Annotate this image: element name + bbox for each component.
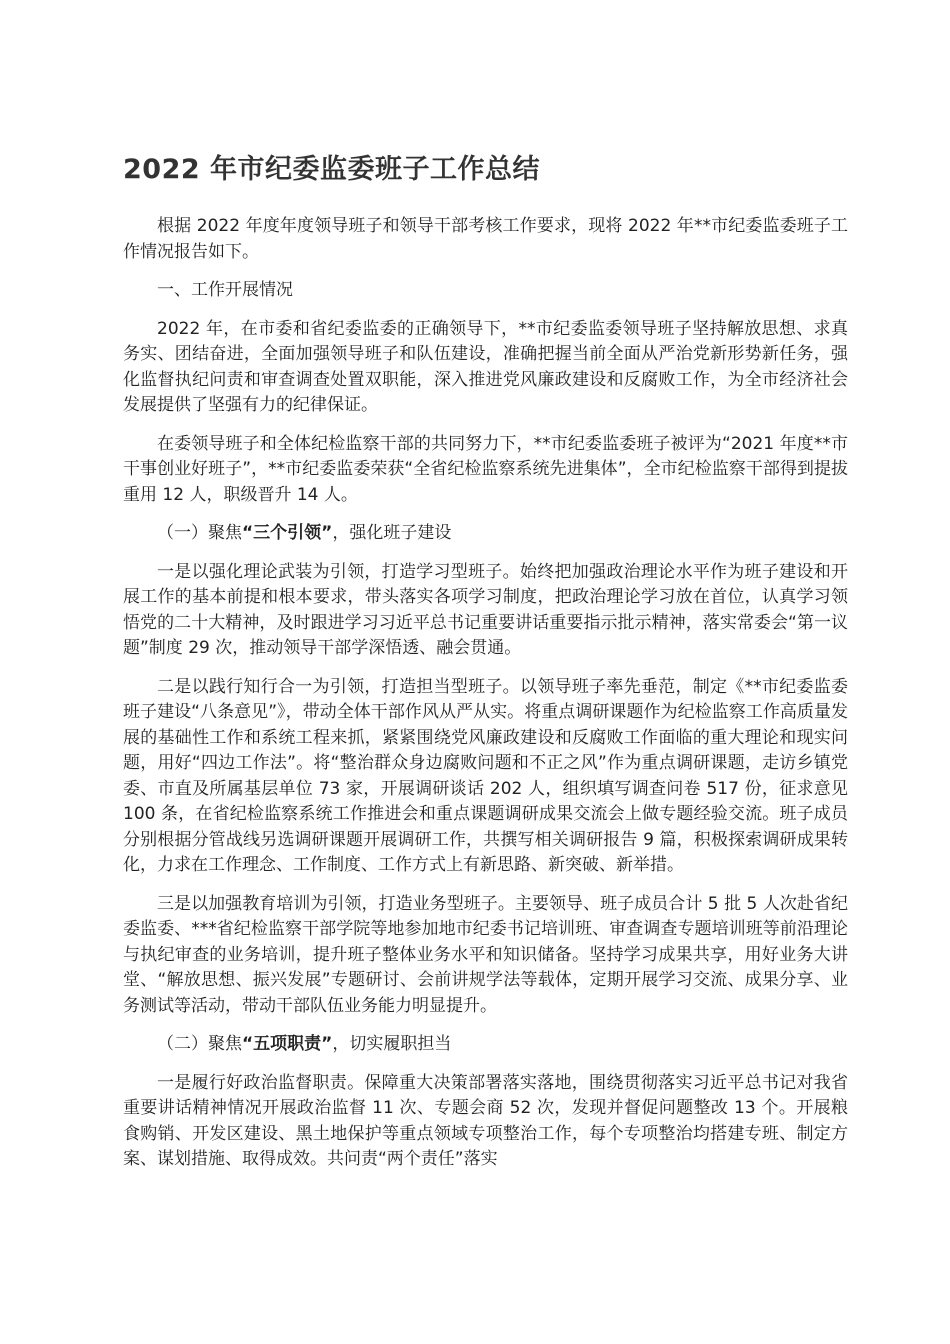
sub-heading-1 xyxy=(123,521,848,547)
sub-heading-2-suffix: ，切实履职担当 xyxy=(332,1034,452,1054)
sub-heading-2-prefix: （二）聚焦 xyxy=(157,1034,242,1054)
paragraph-2: 在委领导班子和全体纪检监察干部的共同努力下，**市纪委监委班子被评为“2021 年度**市干事创业好班子”，**市纪委监委荣获“全省纪检监察系统先进集体”，全市纪检监察干部得到提拔重用 12 人，职级晋升 14 人。 xyxy=(123,433,848,505)
paragraph-3: 一是以强化理论武装为引领，打造学习型班子。始终把加强政治理论水平作为班子建设和开展工作的基本前提和根本要求，带头落实各项学习制度，把政治理论学习放在首位，认真学习领悟党的二十大精神，及时跟进学习习近平总书记重要讲话重要指示批示精神，落实常委会“第一议题”制度 29 次，推动领导干部学深悟透、融会贯通。 xyxy=(123,561,848,658)
paragraph-4: 二是以践行知行合一为引领，打造担当型班子。以领导班子率先垂范，制定《**市纪委监委班子建设“八条意见”》，带动全体干部作风从严从实。将重点调研课题作为纪检监察工作高质量发展的基础性工作和系统工程来抓，紧紧围绕党风廉政建设和反腐败工作面临的重大理论和现实问题，用好“四边工作法”。将“整治群众身边腐败问题和不正之风”作为重点调研课题，走访乡镇党委、市直及所属基层单位 73 家，开展调研谈话 202 人，组织填写调查问卷 517 份，征求意见 100 条，在省纪检监察系统工作推进会和重点课题调研成果交流会上做专题经验交流。班子成员分别根据分管战线另选调研课题开展调研工作，共撰写相关调研报告 9 篇，积极探索调研成果转化，力求在工作理念、工作制度、工作方式上有新思路、新突破、新举措。 xyxy=(123,676,848,875)
sub-heading-2-quote: “五项职责” xyxy=(242,1034,333,1054)
document-page xyxy=(123,150,848,1186)
section-heading-1: 一、工作开展情况 xyxy=(157,280,293,300)
document-title: 2022 年市纪委监委班子工作总结 xyxy=(123,154,541,185)
sub-heading-2 xyxy=(123,1032,848,1058)
sub-heading-1-quote: “三个引领” xyxy=(242,523,333,543)
sub-heading-1-suffix: ，强化班子建设 xyxy=(332,523,452,543)
paragraph-5: 三是以加强教育培训为引领，打造业务型班子。主要领导、班子成员合计 5 批 5 人次赴省纪委监委、***省纪检监察干部学院等地参加地市纪委书记培训班、审查调查专题培训班等前沿理论与执纪审查的业务培训，提升班子整体业务水平和知识储备。坚持学习成果共享，用好业务大讲堂、“解放思想、振兴发展”专题研讨、会前讲规学法等载体，定期开展学习交流、成果分享、业务测试等活动，带动干部队伍业务能力明显提升。 xyxy=(123,893,848,1016)
sub-heading-1-prefix: （一）聚焦 xyxy=(157,523,242,543)
paragraph-1: 2022 年，在市委和省纪委监委的正确领导下，**市纪委监委领导班子坚持解放思想、求真务实、团结奋进，全面加强领导班子和队伍建设，准确把握当前全面从严治党新形势新任务，强化监督执纪问责和审查调查处置双职能，深入推进党风廉政建设和反腐败工作，为全市经济社会发展提供了坚强有力的纪律保证。 xyxy=(123,318,848,415)
paragraph-6: 一是履行好政治监督职责。保障重大决策部署落实落地，围绕贯彻落实习近平总书记对我省重要讲话精神情况开展政治监督 11 次、专题会商 52 次，发现并督促问题整改 13 个。开展粮食购销、开发区建设、黑土地保护等重点领域专项整治工作，每个专项整治均搭建专班、制定方案、谋划措施、取得成效。共问责“两个责任”落实 xyxy=(123,1072,848,1169)
intro-paragraph: 根据 2022 年度年度领导班子和领导干部考核工作要求，现将 2022 年**市纪委监委班子工作情况报告如下。 xyxy=(123,216,848,262)
